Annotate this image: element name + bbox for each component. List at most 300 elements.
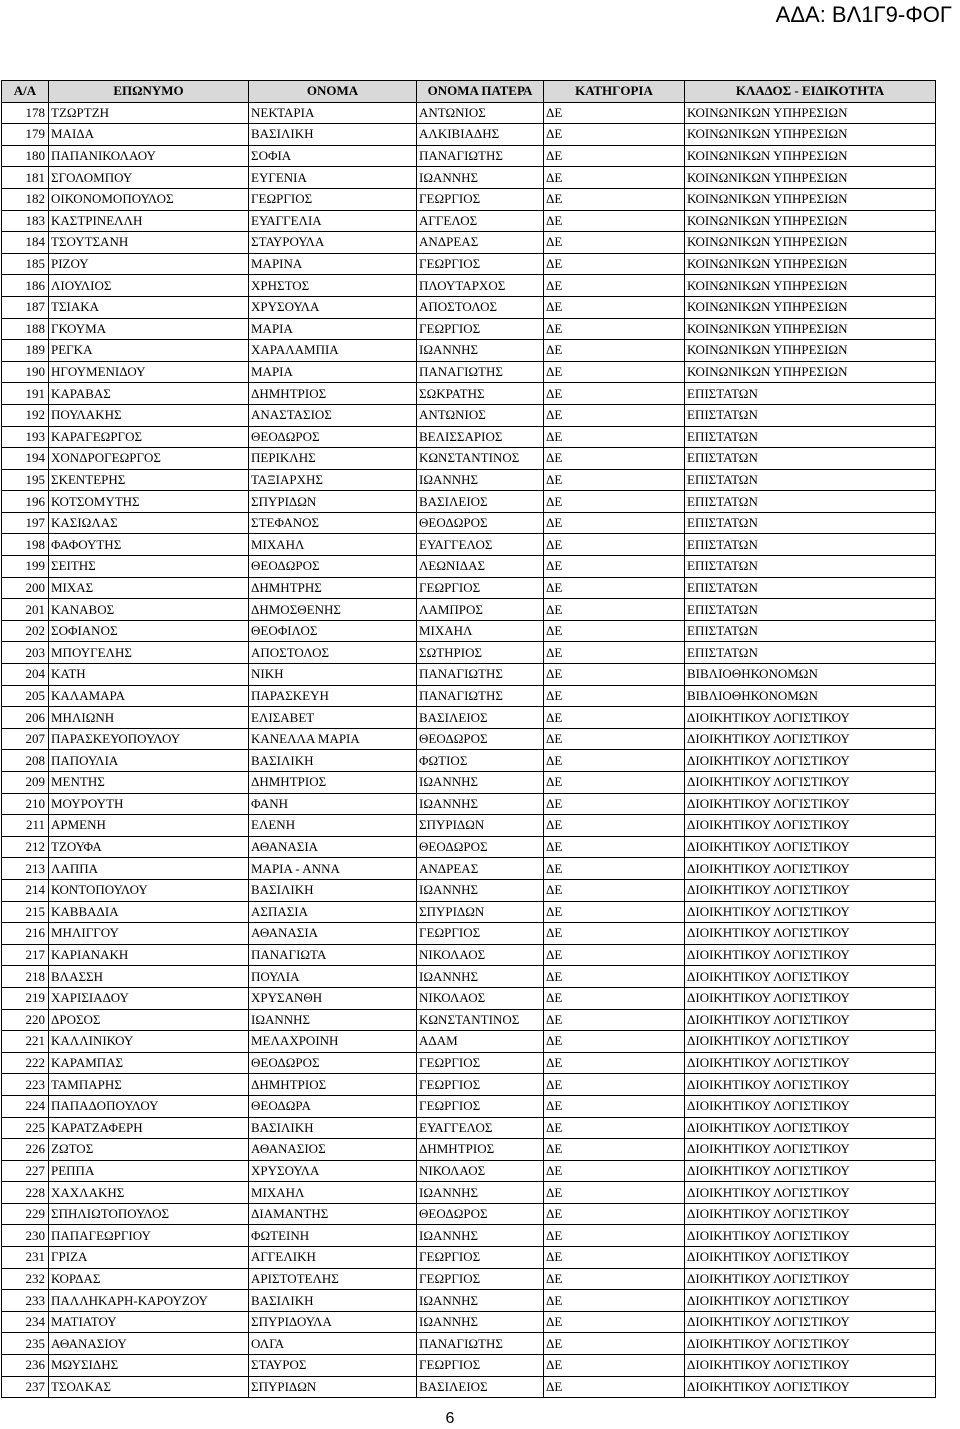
cell-surname: ΚΑΡΑΒΑΣ — [49, 383, 249, 405]
cell-branch: ΔΙΟΙΚΗΤΙΚΟΥ ΛΟΓΙΣΤΙΚΟΥ — [685, 1160, 936, 1182]
cell-father-name: ΘΕΟΔΩΡΟΣ — [417, 836, 544, 858]
cell-name: ΟΛΓΑ — [249, 1333, 417, 1355]
cell-aa: 193 — [2, 426, 49, 448]
cell-father-name: ΠΑΝΑΓΙΩΤΗΣ — [417, 145, 544, 167]
cell-name: ΘΕΟΔΩΡΟΣ — [249, 556, 417, 578]
cell-father-name: ΓΕΩΡΓΙΟΣ — [417, 188, 544, 210]
cell-surname: ΚΑΤΗ — [49, 664, 249, 686]
cell-branch: ΔΙΟΙΚΗΤΙΚΟΥ ΛΟΓΙΣΤΙΚΟΥ — [685, 750, 936, 772]
cell-father-name: ΚΩΝΣΤΑΝΤΙΝΟΣ — [417, 1009, 544, 1031]
table-row — [2, 275, 936, 297]
cell-name: ΧΡΥΣΟΥΛΑ — [249, 296, 417, 318]
table-row — [2, 556, 936, 578]
cell-name: ΘΕΟΔΩΡΟΣ — [249, 426, 417, 448]
cell-category: ΔΕ — [544, 1225, 685, 1247]
cell-aa: 188 — [2, 318, 49, 340]
cell-father-name: ΕΥΑΓΓΕΛΟΣ — [417, 534, 544, 556]
table-row — [2, 987, 936, 1009]
cell-name: ΘΕΟΦΙΛΟΣ — [249, 620, 417, 642]
cell-father-name: ΑΓΓΕΛΟΣ — [417, 210, 544, 232]
cell-aa: 197 — [2, 512, 49, 534]
cell-category: ΔΕ — [544, 318, 685, 340]
cell-name: ΕΥΓΕΝΙΑ — [249, 167, 417, 189]
cell-branch: ΔΙΟΙΚΗΤΙΚΟΥ ΛΟΓΙΣΤΙΚΟΥ — [685, 1052, 936, 1074]
cell-name: ΓΕΩΡΓΙΟΣ — [249, 188, 417, 210]
cell-father-name: ΝΙΚΟΛΑΟΣ — [417, 1160, 544, 1182]
cell-aa: 237 — [2, 1376, 49, 1398]
cell-category: ΔΕ — [544, 901, 685, 923]
cell-aa: 180 — [2, 145, 49, 167]
cell-branch: ΔΙΟΙΚΗΤΙΚΟΥ ΛΟΓΙΣΤΙΚΟΥ — [685, 793, 936, 815]
cell-aa: 196 — [2, 491, 49, 513]
table-row — [2, 728, 936, 750]
cell-surname: ΚΑΡΑΜΠΑΣ — [49, 1052, 249, 1074]
cell-aa: 189 — [2, 340, 49, 362]
cell-category: ΔΕ — [544, 1311, 685, 1333]
table-row — [2, 901, 936, 923]
table-row — [2, 1160, 936, 1182]
cell-surname: ΒΛΑΣΣΗ — [49, 966, 249, 988]
cell-name: ΕΛΕΝΗ — [249, 815, 417, 837]
cell-aa: 178 — [2, 102, 49, 124]
cell-name: ΑΣΠΑΣΙΑ — [249, 901, 417, 923]
cell-father-name: ΑΛΚΙΒΙΑΔΗΣ — [417, 124, 544, 146]
table-row — [2, 253, 936, 275]
column-header-surname: ΕΠΩΝΥΜΟ — [49, 81, 249, 103]
cell-surname: ΜΑΤΙΑΤΟΥ — [49, 1311, 249, 1333]
column-header-father-name: ΟΝΟΜΑ ΠΑΤΕΡΑ — [417, 81, 544, 103]
cell-father-name: ΙΩΑΝΝΗΣ — [417, 879, 544, 901]
cell-category: ΔΕ — [544, 1139, 685, 1161]
cell-branch: ΕΠΙΣΤΑΤΩΝ — [685, 404, 936, 426]
cell-aa: 201 — [2, 599, 49, 621]
table-row — [2, 534, 936, 556]
cell-surname: ΧΑΡΙΣΙΑΔΟΥ — [49, 987, 249, 1009]
cell-category: ΔΕ — [544, 1247, 685, 1269]
cell-father-name: ΓΕΩΡΓΙΟΣ — [417, 1355, 544, 1377]
cell-surname: ΟΙΚΟΝΟΜΟΠΟΥΛΟΣ — [49, 188, 249, 210]
table-row — [2, 879, 936, 901]
cell-aa: 181 — [2, 167, 49, 189]
cell-category: ΔΕ — [544, 1290, 685, 1312]
cell-name: ΑΠΟΣΤΟΛΟΣ — [249, 642, 417, 664]
cell-father-name: ΣΠΥΡΙΔΩΝ — [417, 901, 544, 923]
cell-branch: ΕΠΙΣΤΑΤΩΝ — [685, 491, 936, 513]
cell-aa: 205 — [2, 685, 49, 707]
cell-branch: ΔΙΟΙΚΗΤΙΚΟΥ ΛΟΓΙΣΤΙΚΟΥ — [685, 944, 936, 966]
cell-aa: 212 — [2, 836, 49, 858]
cell-surname: ΡΙΖΟΥ — [49, 253, 249, 275]
cell-father-name: ΓΕΩΡΓΙΟΣ — [417, 923, 544, 945]
cell-aa: 208 — [2, 750, 49, 772]
cell-father-name: ΒΑΣΙΛΕΙΟΣ — [417, 491, 544, 513]
table-row — [2, 361, 936, 383]
table-row — [2, 167, 936, 189]
table-row — [2, 232, 936, 254]
cell-aa: 194 — [2, 448, 49, 470]
cell-category: ΔΕ — [544, 448, 685, 470]
cell-branch: ΚΟΙΝΩΝΙΚΩΝ ΥΠΗΡΕΣΙΩΝ — [685, 188, 936, 210]
cell-father-name: ΑΝΤΩΝΙΟΣ — [417, 404, 544, 426]
cell-father-name: ΔΗΜΗΤΡΙΟΣ — [417, 1139, 544, 1161]
cell-name: ΒΑΣΙΛΙΚΗ — [249, 1117, 417, 1139]
cell-surname: ΡΕΓΚΑ — [49, 340, 249, 362]
cell-name: ΣΠΥΡΙΔΩΝ — [249, 1376, 417, 1398]
cell-father-name: ΓΕΩΡΓΙΟΣ — [417, 1247, 544, 1269]
cell-name: ΑΓΓΕΛΙΚΗ — [249, 1247, 417, 1269]
cell-name: ΦΑΝΗ — [249, 793, 417, 815]
cell-branch: ΔΙΟΙΚΗΤΙΚΟΥ ΛΟΓΙΣΤΙΚΟΥ — [685, 901, 936, 923]
cell-category: ΔΕ — [544, 253, 685, 275]
cell-aa: 216 — [2, 923, 49, 945]
cell-category: ΔΕ — [544, 577, 685, 599]
cell-father-name: ΙΩΑΝΝΗΣ — [417, 793, 544, 815]
table-row — [2, 124, 936, 146]
table-row — [2, 815, 936, 837]
cell-category: ΔΕ — [544, 728, 685, 750]
cell-aa: 186 — [2, 275, 49, 297]
cell-category: ΔΕ — [544, 987, 685, 1009]
table-row — [2, 102, 936, 124]
cell-category: ΔΕ — [544, 145, 685, 167]
cell-aa: 233 — [2, 1290, 49, 1312]
table-row — [2, 1031, 936, 1053]
cell-branch: ΔΙΟΙΚΗΤΙΚΟΥ ΛΟΓΙΣΤΙΚΟΥ — [685, 1355, 936, 1377]
cell-category: ΔΕ — [544, 383, 685, 405]
cell-name: ΣΤΕΦΑΝΟΣ — [249, 512, 417, 534]
cell-father-name: ΠΑΝΑΓΙΩΤΗΣ — [417, 1333, 544, 1355]
cell-category: ΔΕ — [544, 836, 685, 858]
cell-category: ΔΕ — [544, 102, 685, 124]
cell-aa: 213 — [2, 858, 49, 880]
cell-surname: ΖΩΤΟΣ — [49, 1139, 249, 1161]
cell-category: ΔΕ — [544, 1203, 685, 1225]
cell-father-name: ΓΕΩΡΓΙΟΣ — [417, 1268, 544, 1290]
cell-surname: ΜΩΥΣΙΔΗΣ — [49, 1355, 249, 1377]
cell-branch: ΚΟΙΝΩΝΙΚΩΝ ΥΠΗΡΕΣΙΩΝ — [685, 253, 936, 275]
table-row — [2, 772, 936, 794]
cell-surname: ΜΗΛΙΓΓΟΥ — [49, 923, 249, 945]
cell-father-name: ΜΙΧΑΗΛ — [417, 620, 544, 642]
column-header-aa: Α/Α — [2, 81, 49, 103]
cell-father-name: ΒΑΣΙΛΕΙΟΣ — [417, 1376, 544, 1398]
ada-code: ΑΔΑ: ΒΛ1Γ9-ΦΟΓ — [775, 2, 952, 27]
column-header-category: ΚΑΤΗΓΟΡΙΑ — [544, 81, 685, 103]
cell-branch: ΔΙΟΙΚΗΤΙΚΟΥ ΛΟΓΙΣΤΙΚΟΥ — [685, 879, 936, 901]
cell-name: ΜΙΧΑΗΛ — [249, 1182, 417, 1204]
cell-aa: 221 — [2, 1031, 49, 1053]
table-body — [2, 102, 936, 1398]
cell-name: ΣΠΥΡΙΔΩΝ — [249, 491, 417, 513]
cell-father-name: ΑΠΟΣΤΟΛΟΣ — [417, 296, 544, 318]
cell-name: ΣΤΑΥΡΟΣ — [249, 1355, 417, 1377]
cell-aa: 192 — [2, 404, 49, 426]
table-row — [2, 1074, 936, 1096]
cell-surname: ΚΟΡΔΑΣ — [49, 1268, 249, 1290]
cell-category: ΔΕ — [544, 707, 685, 729]
table-row — [2, 318, 936, 340]
cell-category: ΔΕ — [544, 858, 685, 880]
cell-category: ΔΕ — [544, 232, 685, 254]
cell-category: ΔΕ — [544, 923, 685, 945]
cell-name: ΒΑΣΙΛΙΚΗ — [249, 124, 417, 146]
cell-aa: 184 — [2, 232, 49, 254]
cell-surname: ΜΕΝΤΗΣ — [49, 772, 249, 794]
cell-name: ΔΗΜΗΤΡΙΟΣ — [249, 383, 417, 405]
cell-surname: ΤΣΟΥΤΣΑΝΗ — [49, 232, 249, 254]
cell-surname: ΧΑΧΛΑΚΗΣ — [49, 1182, 249, 1204]
table-row — [2, 1333, 936, 1355]
cell-surname: ΚΑΣΙΩΛΑΣ — [49, 512, 249, 534]
table-row — [2, 383, 936, 405]
cell-aa: 231 — [2, 1247, 49, 1269]
cell-category: ΔΕ — [544, 793, 685, 815]
table-row — [2, 577, 936, 599]
cell-surname: ΣΚΕΝΤΕΡΗΣ — [49, 469, 249, 491]
cell-father-name: ΝΙΚΟΛΑΟΣ — [417, 987, 544, 1009]
cell-category: ΔΕ — [544, 556, 685, 578]
cell-father-name: ΛΑΜΠΡΟΣ — [417, 599, 544, 621]
cell-name: ΦΩΤΕΙΝΗ — [249, 1225, 417, 1247]
cell-aa: 226 — [2, 1139, 49, 1161]
cell-branch: ΔΙΟΙΚΗΤΙΚΟΥ ΛΟΓΙΣΤΙΚΟΥ — [685, 1095, 936, 1117]
cell-branch: ΔΙΟΙΚΗΤΙΚΟΥ ΛΟΓΙΣΤΙΚΟΥ — [685, 1117, 936, 1139]
cell-father-name: ΙΩΑΝΝΗΣ — [417, 966, 544, 988]
cell-name: ΝΙΚΗ — [249, 664, 417, 686]
cell-surname: ΣΕΙΤΗΣ — [49, 556, 249, 578]
cell-father-name: ΒΕΛΙΣΣΑΡΙΟΣ — [417, 426, 544, 448]
cell-category: ΔΕ — [544, 1074, 685, 1096]
cell-name: ΒΑΣΙΛΙΚΗ — [249, 750, 417, 772]
cell-category: ΔΕ — [544, 1095, 685, 1117]
cell-surname: ΣΠΗΛΙΩΤΟΠΟΥΛΟΣ — [49, 1203, 249, 1225]
cell-name: ΘΕΟΔΩΡΟΣ — [249, 1052, 417, 1074]
cell-father-name: ΑΝΔΡΕΑΣ — [417, 858, 544, 880]
cell-name: ΠΕΡΙΚΛΗΣ — [249, 448, 417, 470]
cell-category: ΔΕ — [544, 426, 685, 448]
cell-aa: 215 — [2, 901, 49, 923]
cell-surname: ΑΡΜΕΝΗ — [49, 815, 249, 837]
cell-branch: ΔΙΟΙΚΗΤΙΚΟΥ ΛΟΓΙΣΤΙΚΟΥ — [685, 1203, 936, 1225]
cell-name: ΑΡΙΣΤΟΤΕΛΗΣ — [249, 1268, 417, 1290]
cell-branch: ΔΙΟΙΚΗΤΙΚΟΥ ΛΟΓΙΣΤΙΚΟΥ — [685, 1225, 936, 1247]
cell-branch: ΕΠΙΣΤΑΤΩΝ — [685, 534, 936, 556]
cell-branch: ΔΙΟΙΚΗΤΙΚΟΥ ΛΟΓΙΣΤΙΚΟΥ — [685, 858, 936, 880]
cell-name: ΣΟΦΙΑ — [249, 145, 417, 167]
cell-branch: ΕΠΙΣΤΑΤΩΝ — [685, 556, 936, 578]
cell-name: ΝΕΚΤΑΡΙΑ — [249, 102, 417, 124]
cell-category: ΔΕ — [544, 512, 685, 534]
table-row — [2, 296, 936, 318]
cell-surname: ΓΡΙΖΑ — [49, 1247, 249, 1269]
table-row — [2, 836, 936, 858]
table-row — [2, 664, 936, 686]
cell-branch: ΕΠΙΣΤΑΤΩΝ — [685, 577, 936, 599]
cell-branch: ΚΟΙΝΩΝΙΚΩΝ ΥΠΗΡΕΣΙΩΝ — [685, 296, 936, 318]
cell-father-name: ΓΕΩΡΓΙΟΣ — [417, 1052, 544, 1074]
cell-aa: 198 — [2, 534, 49, 556]
cell-name: ΣΤΑΥΡΟΥΛΑ — [249, 232, 417, 254]
cell-branch: ΚΟΙΝΩΝΙΚΩΝ ΥΠΗΡΕΣΙΩΝ — [685, 210, 936, 232]
cell-branch: ΚΟΙΝΩΝΙΚΩΝ ΥΠΗΡΕΣΙΩΝ — [685, 361, 936, 383]
cell-aa: 190 — [2, 361, 49, 383]
table-row — [2, 210, 936, 232]
cell-branch: ΒΙΒΛΙΟΘΗΚΟΝΟΜΩΝ — [685, 664, 936, 686]
table-row — [2, 448, 936, 470]
cell-father-name: ΒΑΣΙΛΕΙΟΣ — [417, 707, 544, 729]
cell-category: ΔΕ — [544, 188, 685, 210]
cell-name: ΒΑΣΙΛΙΚΗ — [249, 879, 417, 901]
cell-surname: ΤΖΩΡΤΖΗ — [49, 102, 249, 124]
cell-father-name: ΙΩΑΝΝΗΣ — [417, 167, 544, 189]
cell-branch: ΔΙΟΙΚΗΤΙΚΟΥ ΛΟΓΙΣΤΙΚΟΥ — [685, 1031, 936, 1053]
cell-aa: 229 — [2, 1203, 49, 1225]
cell-branch: ΔΙΟΙΚΗΤΙΚΟΥ ΛΟΓΙΣΤΙΚΟΥ — [685, 1290, 936, 1312]
cell-category: ΔΕ — [544, 1268, 685, 1290]
cell-name: ΔΙΑΜΑΝΤΗΣ — [249, 1203, 417, 1225]
cell-name: ΑΘΑΝΑΣΙΑ — [249, 923, 417, 945]
cell-aa: 223 — [2, 1074, 49, 1096]
cell-father-name: ΙΩΑΝΝΗΣ — [417, 340, 544, 362]
cell-father-name: ΣΩΤΗΡΙΟΣ — [417, 642, 544, 664]
cell-surname: ΔΡΟΣΟΣ — [49, 1009, 249, 1031]
cell-branch: ΔΙΟΙΚΗΤΙΚΟΥ ΛΟΓΙΣΤΙΚΟΥ — [685, 836, 936, 858]
cell-surname: ΧΟΝΔΡΟΓΕΩΡΓΟΣ — [49, 448, 249, 470]
cell-father-name: ΝΙΚΟΛΑΟΣ — [417, 944, 544, 966]
table-row — [2, 512, 936, 534]
column-header-name: ΟΝΟΜΑ — [249, 81, 417, 103]
table-row — [2, 1182, 936, 1204]
cell-category: ΔΕ — [544, 642, 685, 664]
cell-father-name: ΓΕΩΡΓΙΟΣ — [417, 1095, 544, 1117]
cell-father-name: ΣΩΚΡΑΤΗΣ — [417, 383, 544, 405]
cell-aa: 202 — [2, 620, 49, 642]
cell-father-name: ΦΩΤΙΟΣ — [417, 750, 544, 772]
personnel-table — [1, 80, 936, 1398]
table-row — [2, 1009, 936, 1031]
cell-name: ΑΝΑΣΤΑΣΙΟΣ — [249, 404, 417, 426]
table-row — [2, 1203, 936, 1225]
cell-father-name: ΠΑΝΑΓΙΩΤΗΣ — [417, 685, 544, 707]
cell-name: ΧΡΗΣΤΟΣ — [249, 275, 417, 297]
cell-father-name: ΙΩΑΝΝΗΣ — [417, 469, 544, 491]
cell-father-name: ΓΕΩΡΓΙΟΣ — [417, 1074, 544, 1096]
cell-category: ΔΕ — [544, 210, 685, 232]
cell-branch: ΕΠΙΣΤΑΤΩΝ — [685, 383, 936, 405]
cell-aa: 195 — [2, 469, 49, 491]
cell-aa: 200 — [2, 577, 49, 599]
cell-aa: 222 — [2, 1052, 49, 1074]
cell-branch: ΒΙΒΛΙΟΘΗΚΟΝΟΜΩΝ — [685, 685, 936, 707]
cell-name: ΜΙΧΑΗΛ — [249, 534, 417, 556]
column-header-branch: ΚΛΑΔΟΣ - ΕΙΔΙΚΟΤΗΤΑ — [685, 81, 936, 103]
cell-name: ΜΑΡΙΝΑ — [249, 253, 417, 275]
table-row — [2, 1376, 936, 1398]
cell-name: ΧΡΥΣΑΝΘΗ — [249, 987, 417, 1009]
cell-category: ΔΕ — [544, 664, 685, 686]
table-row — [2, 685, 936, 707]
cell-father-name: ΠΑΝΑΓΙΩΤΗΣ — [417, 361, 544, 383]
cell-category: ΔΕ — [544, 772, 685, 794]
cell-surname: ΜΠΟΥΓΕΛΗΣ — [49, 642, 249, 664]
table-row — [2, 145, 936, 167]
cell-category: ΔΕ — [544, 469, 685, 491]
cell-category: ΔΕ — [544, 1052, 685, 1074]
cell-aa: 183 — [2, 210, 49, 232]
cell-surname: ΚΟΤΣΟΜΥΤΗΣ — [49, 491, 249, 513]
cell-name: ΕΥΑΓΓΕΛΙΑ — [249, 210, 417, 232]
table-row — [2, 426, 936, 448]
cell-surname: ΛΑΠΠΑ — [49, 858, 249, 880]
cell-aa: 218 — [2, 966, 49, 988]
table-row — [2, 923, 936, 945]
cell-aa: 225 — [2, 1117, 49, 1139]
cell-surname: ΤΣΟΛΚΑΣ — [49, 1376, 249, 1398]
cell-aa: 182 — [2, 188, 49, 210]
cell-aa: 191 — [2, 383, 49, 405]
cell-category: ΔΕ — [544, 944, 685, 966]
cell-father-name: ΣΠΥΡΙΔΩΝ — [417, 815, 544, 837]
table-row — [2, 1311, 936, 1333]
table-row — [2, 707, 936, 729]
cell-name: ΔΗΜΗΤΡΙΟΣ — [249, 1074, 417, 1096]
cell-name: ΑΘΑΝΑΣΙΑ — [249, 836, 417, 858]
cell-surname: ΚΑΡΑΤΖΑΦΕΡΗ — [49, 1117, 249, 1139]
cell-name: ΙΩΑΝΝΗΣ — [249, 1009, 417, 1031]
cell-category: ΔΕ — [544, 599, 685, 621]
table-row — [2, 1268, 936, 1290]
table-row — [2, 966, 936, 988]
cell-aa: 187 — [2, 296, 49, 318]
cell-surname: ΦΑΦΟΥΤΗΣ — [49, 534, 249, 556]
cell-category: ΔΕ — [544, 1160, 685, 1182]
table-row — [2, 1117, 936, 1139]
cell-category: ΔΕ — [544, 1376, 685, 1398]
cell-aa: 207 — [2, 728, 49, 750]
cell-name: ΠΑΡΑΣΚΕΥΗ — [249, 685, 417, 707]
cell-father-name: ΠΑΝΑΓΙΩΤΗΣ — [417, 664, 544, 686]
cell-name: ΑΘΑΝΑΣΙΟΣ — [249, 1139, 417, 1161]
cell-branch: ΔΙΟΙΚΗΤΙΚΟΥ ΛΟΓΙΣΤΙΚΟΥ — [685, 1333, 936, 1355]
cell-branch: ΕΠΙΣΤΑΤΩΝ — [685, 426, 936, 448]
cell-father-name: ΙΩΑΝΝΗΣ — [417, 1290, 544, 1312]
cell-aa: 236 — [2, 1355, 49, 1377]
cell-father-name: ΠΛΟΥΤΑΡΧΟΣ — [417, 275, 544, 297]
table-row — [2, 642, 936, 664]
cell-surname: ΤΑΜΠΑΡΗΣ — [49, 1074, 249, 1096]
cell-category: ΔΕ — [544, 404, 685, 426]
table-row — [2, 340, 936, 362]
cell-aa: 230 — [2, 1225, 49, 1247]
cell-surname: ΚΟΝΤΟΠΟΥΛΟΥ — [49, 879, 249, 901]
cell-aa: 204 — [2, 664, 49, 686]
cell-category: ΔΕ — [544, 620, 685, 642]
cell-surname: ΚΑΝΑΒΟΣ — [49, 599, 249, 621]
cell-aa: 228 — [2, 1182, 49, 1204]
cell-name: ΠΑΝΑΓΙΩΤΑ — [249, 944, 417, 966]
cell-surname: ΠΑΠΟΥΛΙΑ — [49, 750, 249, 772]
table-row — [2, 620, 936, 642]
cell-father-name: ΑΔΑΜ — [417, 1031, 544, 1053]
cell-aa: 219 — [2, 987, 49, 1009]
cell-surname: ΜΙΧΑΣ — [49, 577, 249, 599]
table-row — [2, 599, 936, 621]
cell-branch: ΔΙΟΙΚΗΤΙΚΟΥ ΛΟΓΙΣΤΙΚΟΥ — [685, 923, 936, 945]
cell-aa: 217 — [2, 944, 49, 966]
cell-category: ΔΕ — [544, 124, 685, 146]
cell-father-name: ΙΩΑΝΝΗΣ — [417, 772, 544, 794]
cell-name: ΜΕΛΑΧΡΟΙΝΗ — [249, 1031, 417, 1053]
